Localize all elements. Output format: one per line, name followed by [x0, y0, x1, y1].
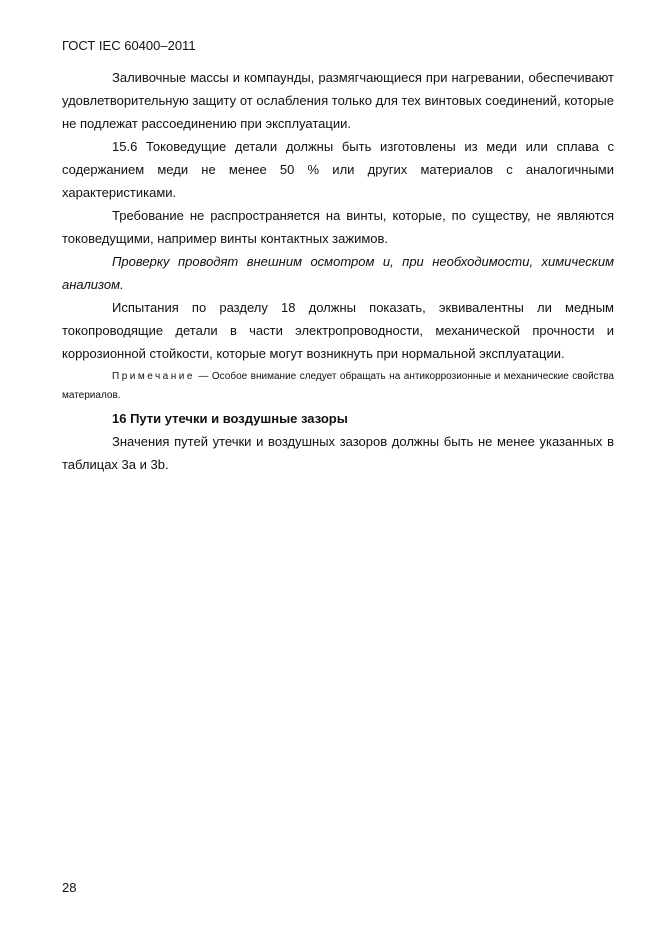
note-text: — Особое внимание следует обращать на антикоррозионные и механические свойства материалов. [62, 371, 614, 401]
paragraph-compounds: Заливочные массы и компаунды, размягчающиеся при нагревании, обеспечивают удовлетворительную защиту от ослабления только для тех винтовых соединений, которые не подлежат рассоединению при эксплуатации. [62, 70, 614, 131]
document-body [62, 66, 614, 476]
paragraph-screws-exception: Требование не распространяется на винты, которые, по существу, не являются токоведущими, например винты контактных зажимов. [62, 208, 614, 246]
page-number: 28 [62, 880, 77, 895]
note [62, 367, 614, 405]
note-label: Примечание [112, 371, 195, 382]
paragraph-tests: Испытания по разделу 18 должны показать, эквивалентны ли медным токопроводящие детали в части электропроводности, механической прочности и коррозионной стойкости, которые могут возникнуть при нормальной эксплуатации. [62, 300, 614, 361]
paragraph-section-16: Значения путей утечки и воздушных зазоров должны быть не менее указанных в таблицах 3а и 3b. [62, 434, 614, 472]
section-16-heading: 16 Пути утечки и воздушные зазоры [112, 411, 348, 426]
paragraph-inspection: Проверку проводят внешним осмотром и, при необходимости, химическим анализом. [62, 254, 614, 292]
document-header: ГОСТ IEC 60400–2011 [62, 38, 196, 53]
paragraph-15-6: 15.6 Токоведущие детали должны быть изготовлены из меди или сплава с содержанием меди не менее 50 % или других материалов с аналогичными характеристиками. [62, 139, 614, 200]
